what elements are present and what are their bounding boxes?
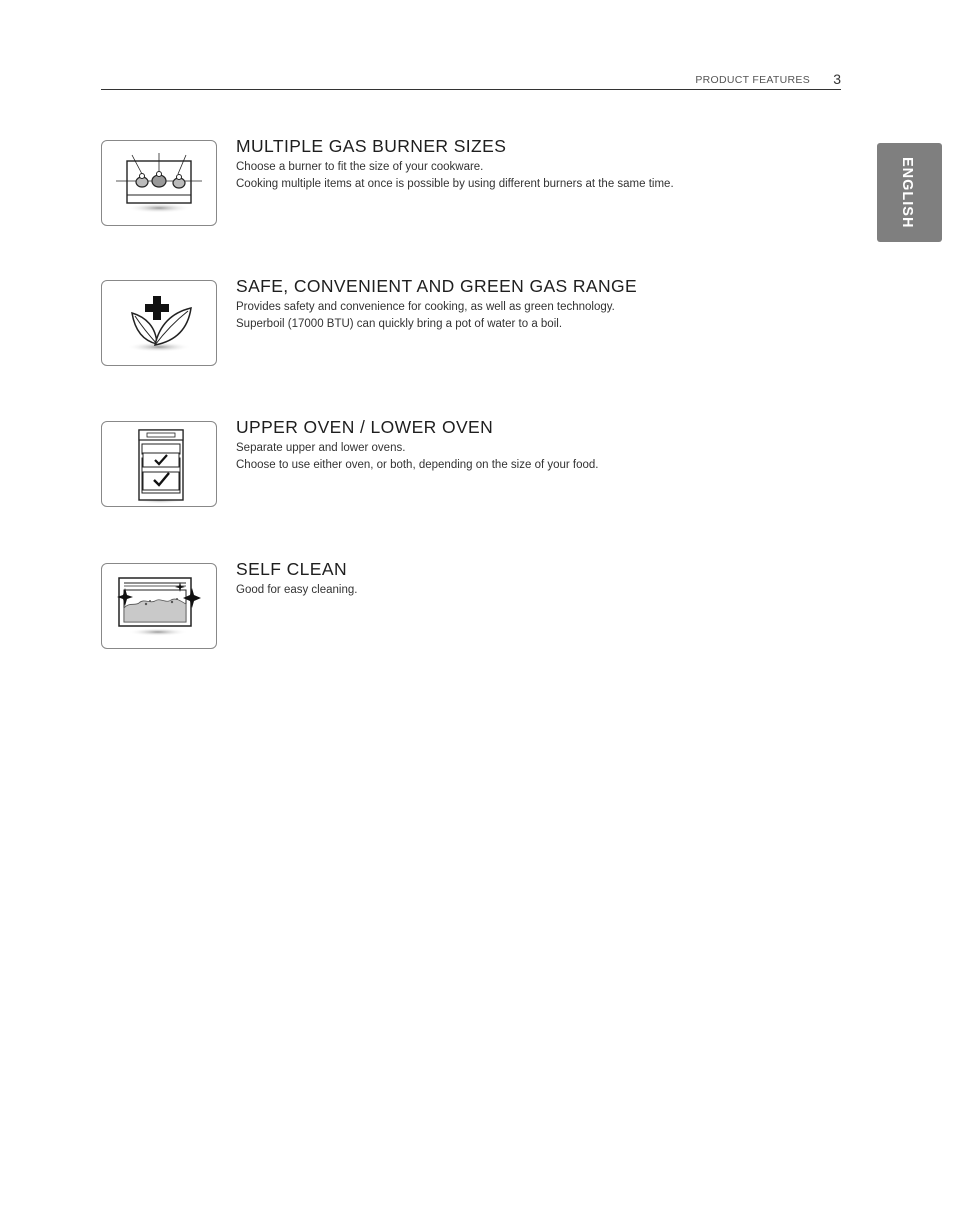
- feature-title: UPPER OVEN / LOWER OVEN: [236, 417, 494, 437]
- feature-description-line: Good for easy cleaning.: [236, 584, 358, 596]
- feature-description-line: Choose a burner to fit the size of your cookware.: [236, 161, 484, 173]
- gas-burners-icon: [101, 140, 217, 226]
- feature-title: SAFE, CONVENIENT AND GREEN GAS RANGE: [236, 276, 638, 296]
- feature-description-line: Cooking multiple items at once is possible by using different burners at the same time.: [236, 178, 674, 190]
- language-tab: [877, 143, 942, 242]
- language-tab-label: ENGLISH: [899, 157, 915, 229]
- feature-description-line: Provides safety and convenience for cooking, as well as green technology.: [236, 301, 615, 313]
- feature-upper-lower-oven: [101, 417, 841, 509]
- section-name: PRODUCT FEATURES: [695, 74, 810, 86]
- feature-description: [236, 159, 674, 193]
- self-clean-icon: [101, 563, 217, 649]
- page-number: 3: [833, 71, 841, 87]
- feature-description-line: Choose to use either oven, or both, depending on the size of your food.: [236, 459, 599, 471]
- double-oven-icon: [101, 421, 217, 507]
- feature-description: [236, 299, 615, 333]
- safety-leaves-icon: [101, 280, 217, 366]
- feature-title: SELF CLEAN: [236, 559, 347, 579]
- feature-multiple-gas-burner-sizes: [101, 136, 841, 228]
- feature-title: MULTIPLE GAS BURNER SIZES: [236, 136, 507, 156]
- feature-description-line: Separate upper and lower ovens.: [236, 442, 406, 454]
- feature-self-clean: [101, 559, 841, 651]
- feature-description: [236, 440, 599, 474]
- feature-description: [236, 582, 357, 599]
- feature-safe-convenient-green-gas-range: [101, 276, 841, 368]
- feature-description-line: Superboil (17000 BTU) can quickly bring a pot of water to a boil.: [236, 318, 563, 330]
- page-header: [101, 68, 841, 90]
